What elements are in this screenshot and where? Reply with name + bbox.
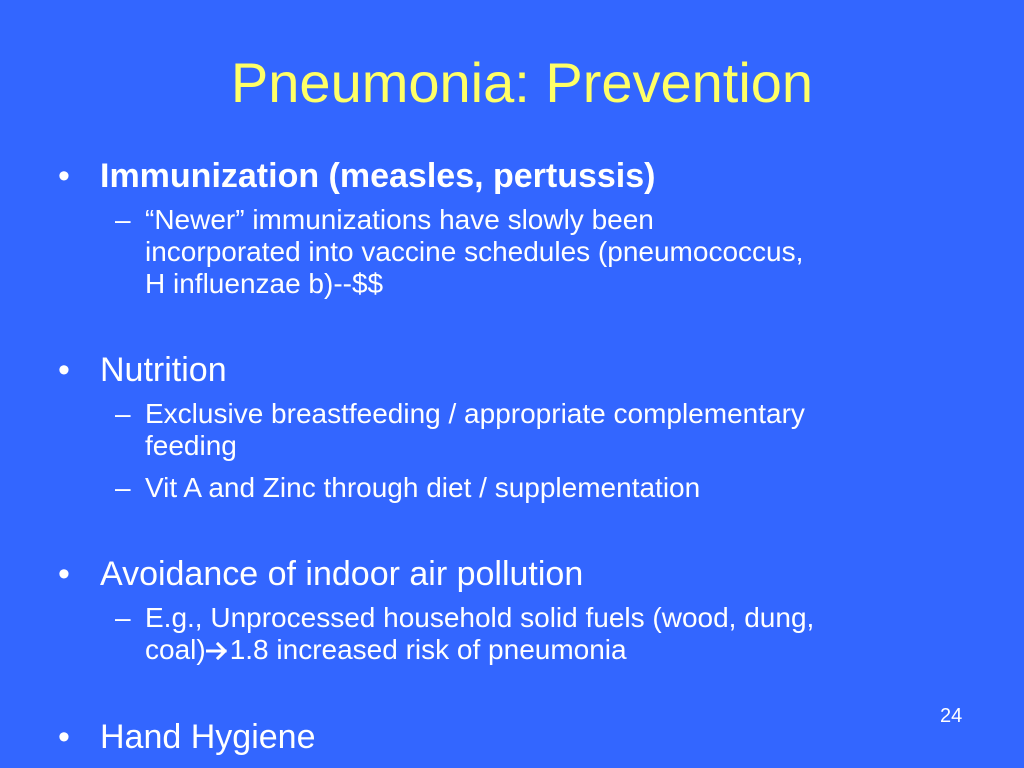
- bullet-marker: •: [58, 555, 70, 593]
- slide-title: Pneumonia: Prevention: [230, 51, 814, 114]
- sub-item-line-part: 1.8 increased risk of pneumonia: [229, 634, 627, 665]
- sub-item-text: [145, 398, 975, 462]
- sub-item-line: E.g., Unprocessed household solid fuels (wood, dung,: [145, 602, 815, 633]
- bullet-marker: •: [58, 157, 70, 195]
- bullet-label: Immunization (measles, pertussis): [100, 157, 656, 195]
- sub-item-line: [145, 634, 975, 666]
- right-arrow-icon: [206, 634, 230, 666]
- dash-marker: –: [115, 472, 131, 503]
- bullet-marker: •: [58, 718, 70, 756]
- sub-item-text: [145, 204, 975, 300]
- page-number: 24: [940, 705, 963, 727]
- bullet-label: Avoidance of indoor air pollution: [100, 555, 584, 593]
- sub-item-text: [145, 602, 975, 666]
- sub-item-line: Vit A and Zinc through diet / supplementation: [145, 472, 701, 503]
- bullet-label: Hand Hygiene: [100, 718, 316, 756]
- sub-item-line: “Newer” immunizations have slowly been: [145, 204, 654, 235]
- dash-marker: –: [115, 398, 131, 429]
- sub-item-text: [145, 472, 975, 504]
- sub-item-line-part: coal): [145, 634, 206, 665]
- sub-item-line: feeding: [145, 430, 237, 461]
- dash-marker: –: [115, 204, 131, 235]
- bullet-label: Nutrition: [100, 351, 227, 389]
- sub-item-line: incorporated into vaccine schedules (pneumococcus,: [145, 236, 804, 267]
- bullet-marker: •: [58, 351, 70, 389]
- dash-marker: –: [115, 602, 131, 633]
- sub-item-line: H influenzae b)--$$: [145, 268, 384, 299]
- sub-item-line: Exclusive breastfeeding / appropriate complementary: [145, 398, 805, 429]
